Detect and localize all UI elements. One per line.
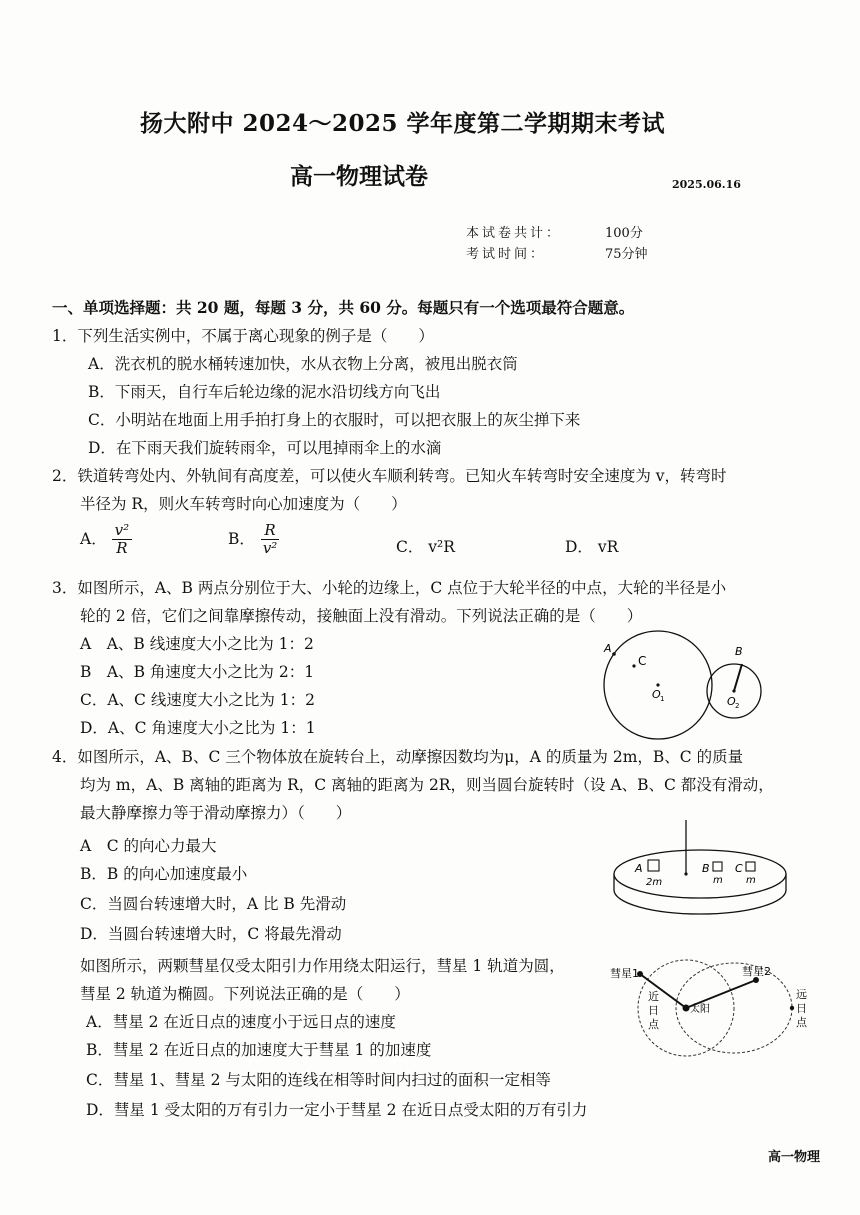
- q3-option-b[interactable]: B A、B 角速度大小之比为 2：1: [80, 663, 315, 681]
- q1-option-a[interactable]: A．洗衣机的脱水桶转速加快，水从衣物上分离，被甩出脱衣筒: [88, 355, 518, 373]
- q5-orbit-figure: [606, 958, 816, 1068]
- label-o1: O: [652, 688, 661, 701]
- q3-option-c[interactable]: C．A、C 线速度大小之比为 1：2: [80, 691, 315, 709]
- label-perihelion-3: 点: [648, 1018, 659, 1031]
- q1-option-d[interactable]: D．在下雨天我们旋转雨伞，可以甩掉雨伞上的水滴: [88, 439, 442, 457]
- label-c-mass: m: [746, 875, 756, 886]
- q3-option-a[interactable]: A A、B 线速度大小之比为 1：2: [80, 635, 314, 653]
- q5-option-b[interactable]: B．彗星 2 在近日点的加速度大于彗星 1 的加速度: [86, 1041, 432, 1059]
- sun-dot: [683, 1005, 690, 1012]
- page-footer: 高一物理: [768, 1150, 821, 1165]
- q1-option-c[interactable]: C．小明站在地面上用手拍打身上的衣服时，可以把衣服上的灰尘掸下来: [88, 411, 581, 429]
- q2-option-d[interactable]: D． vR: [565, 538, 619, 556]
- label-b: B: [735, 645, 743, 658]
- label-a-mass: 2m: [646, 877, 663, 888]
- label-c: C: [638, 654, 647, 668]
- label-perihelion-1: 近: [648, 990, 659, 1003]
- q3-wheels-figure: [598, 628, 778, 740]
- point-a-dot: [612, 652, 616, 656]
- score-value: 100分: [605, 226, 643, 241]
- block-a: [648, 860, 659, 871]
- exam-title: 扬大附中 2024～2025 学年度第二学期期末考试: [140, 110, 666, 137]
- point-c-dot: [632, 664, 635, 667]
- fraction-denominator: v²: [262, 539, 278, 558]
- q2-option-a-fraction: [112, 522, 133, 558]
- label-aphelion-2: 日: [796, 1002, 807, 1015]
- q2-option-a[interactable]: [80, 522, 132, 558]
- exam-date: 2025.06.16: [672, 178, 741, 191]
- q1-stem: 1．下列生活实例中，不属于离心现象的例子是（ ）: [52, 327, 434, 345]
- q2-option-b-fraction: [260, 522, 281, 558]
- q3-stem-line1: 3．如图所示，A、B 两点分别位于大、小轮的边缘上，C 点位于大轮半径的中点，大轮的半径是小: [52, 579, 727, 597]
- time-value: 75分钟: [605, 247, 648, 262]
- fraction-numerator: R: [261, 522, 278, 540]
- label-aphelion-1: 远: [796, 988, 807, 1001]
- o1-center-dot: [656, 683, 659, 686]
- fraction-denominator: R: [116, 539, 128, 558]
- q4-option-a[interactable]: A C 的向心力最大: [80, 837, 217, 855]
- radius-o2-b: [734, 664, 742, 691]
- q5-stem-line2: 彗星 2 轨道为椭圆。下列说法正确的是（ ）: [80, 985, 410, 1003]
- axis-center-dot: [684, 872, 687, 875]
- q2-option-a-label: A．: [80, 529, 107, 548]
- q5-option-c[interactable]: C．彗星 1、彗星 2 与太阳的连线在相等时间内扫过的面积一定相等: [86, 1071, 551, 1089]
- q4-option-c[interactable]: C．当圆台转速增大时，A 比 B 先滑动: [80, 895, 347, 913]
- label-o2: O: [727, 695, 736, 708]
- block-c: [746, 862, 755, 871]
- label-o1-sub: 1: [660, 695, 665, 703]
- q4-stem-line1: 4．如图所示，A、B、C 三个物体放在旋转台上，动摩擦因数均为μ，A 的质量为 2m，B、C 的质量: [52, 748, 744, 766]
- label-comet2: 彗星2: [742, 965, 771, 978]
- score-label: 本试卷共计：: [466, 226, 563, 241]
- q2-stem-line1: 2．铁道转弯处内、外轨间有高度差，可以使火车顺利转弯。已知火车转弯时安全速度为 v，转弯时: [52, 467, 727, 485]
- q4-option-b[interactable]: B．B 的向心加速度最小: [80, 865, 248, 883]
- q1-option-b[interactable]: B．下雨天，自行车后轮边缘的泥水沿切线方向飞出: [88, 383, 441, 401]
- q5-option-a[interactable]: A．彗星 2 在近日点的速度小于远日点的速度: [86, 1013, 396, 1031]
- q2-option-b-label: B．: [228, 529, 255, 548]
- q2-stem-line2: 半径为 R，则火车转弯时向心加速度为（ ）: [80, 495, 407, 513]
- label-c: C: [735, 862, 743, 875]
- section-heading: 一、单项选择题：共 20 题，每题 3 分，共 60 分。每题只有一个选项最符合题意。: [52, 298, 635, 317]
- block-b: [713, 862, 722, 871]
- q2-option-c[interactable]: C． v²R: [396, 538, 455, 556]
- aphelion-dot: [790, 1006, 794, 1010]
- q3-option-d[interactable]: D．A、C 角速度大小之比为 1：1: [80, 719, 316, 737]
- q5-option-d[interactable]: D．彗星 1 受太阳的万有引力一定小于彗星 2 在近日点受太阳的万有引力: [86, 1101, 588, 1119]
- q4-stem-line2: 均为 m，A、B 离轴的距离为 R，C 离轴的距离为 2R，则当圆台旋转时（设 A、B、C 都没有滑动，: [80, 776, 774, 794]
- label-a: A: [604, 642, 612, 655]
- label-perihelion-2: 日: [648, 1004, 659, 1017]
- q4-stem-line3: 最大静摩擦力等于滑动摩擦力）（ ）: [80, 804, 352, 822]
- time-label: 考试时间：: [466, 247, 547, 262]
- label-sun: 太阳: [690, 1004, 710, 1015]
- q3-stem-line2: 轮的 2 倍，它们之间靠摩擦传动，接触面上没有滑动。下列说法正确的是（ ）: [80, 607, 643, 625]
- q4-option-d[interactable]: D．当圆台转速增大时，C 将最先滑动: [80, 925, 342, 943]
- fraction-numerator: v²: [112, 522, 133, 540]
- q5-stem-line1: 如图所示，两颗彗星仅受太阳引力作用绕太阳运行，彗星 1 轨道为圆，: [80, 957, 565, 975]
- label-o2-sub: 2: [735, 702, 740, 710]
- label-a: A: [635, 862, 643, 875]
- label-aphelion-3: 点: [796, 1016, 807, 1029]
- q2-option-b[interactable]: [228, 522, 280, 558]
- comet1-sun-line: [640, 974, 686, 1008]
- q4-turntable-figure: [606, 818, 796, 930]
- exam-subtitle: 高一物理试卷: [290, 163, 428, 190]
- label-b-mass: m: [713, 875, 723, 886]
- label-b: B: [702, 862, 710, 875]
- label-comet1: 彗星1: [610, 967, 639, 980]
